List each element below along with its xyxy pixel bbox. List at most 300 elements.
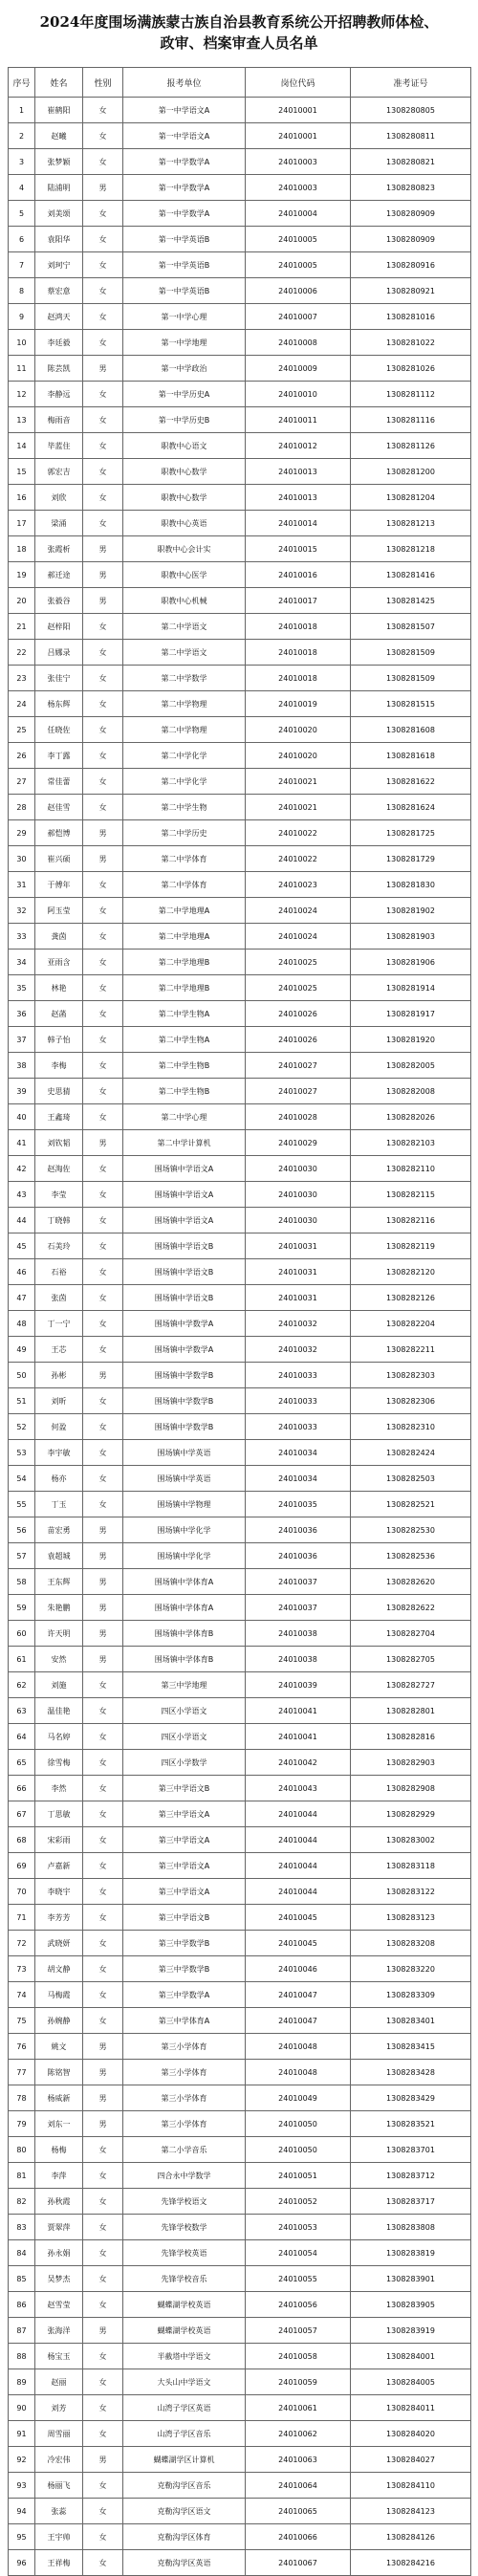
cell-name: 王宇帅: [35, 2524, 83, 2550]
cell-name: 武晓妍: [35, 1931, 83, 1956]
cell-gender: 女: [83, 98, 123, 123]
cell-exam-number: 1308282503: [351, 1466, 471, 1492]
cell-index: 47: [9, 1285, 35, 1311]
cell-name: 贾翠萍: [35, 2215, 83, 2240]
cell-position-code: 24010061: [246, 2395, 351, 2421]
cell-index: 92: [9, 2447, 35, 2473]
cell-exam-number: 1308281509: [351, 640, 471, 666]
cell-gender: 女: [83, 1879, 123, 1905]
cell-exam-number: 1308280811: [351, 123, 471, 149]
cell-position-code: 24010035: [246, 1492, 351, 1517]
table-row: [9, 1595, 471, 1621]
cell-exam-number: 1308282908: [351, 1776, 471, 1801]
cell-index: 62: [9, 1672, 35, 1698]
cell-gender: 男: [83, 175, 123, 201]
cell-unit: 克勒沟学区音乐: [123, 2473, 246, 2499]
cell-gender: 女: [83, 382, 123, 407]
cell-name: 李丁露: [35, 743, 83, 769]
cell-gender: 女: [83, 1672, 123, 1698]
cell-position-code: 24010048: [246, 2060, 351, 2085]
cell-position-code: 24010058: [246, 2344, 351, 2369]
cell-name: 龚茵: [35, 924, 83, 950]
cell-exam-number: 1308282705: [351, 1647, 471, 1672]
cell-name: 袁超城: [35, 1543, 83, 1569]
cell-gender: 女: [83, 1698, 123, 1724]
cell-index: 25: [9, 717, 35, 743]
cell-exam-number: 1308283002: [351, 1827, 471, 1853]
cell-position-code: 24010021: [246, 769, 351, 795]
cell-unit: 第三中学语文A: [123, 1853, 246, 1879]
cell-exam-number: 1308282424: [351, 1440, 471, 1466]
cell-unit: 围场镇中学化学: [123, 1517, 246, 1543]
cell-gender: 女: [83, 485, 123, 511]
cell-exam-number: 1308284216: [351, 2550, 471, 2576]
cell-unit: 围场镇中学语文A: [123, 1182, 246, 1208]
cell-unit: 第二中学语文: [123, 640, 246, 666]
table-row: [9, 1517, 471, 1543]
cell-unit: 第二中学物理: [123, 717, 246, 743]
cell-index: 51: [9, 1388, 35, 1414]
cell-gender: 男: [83, 2034, 123, 2060]
cell-unit: 第二小学音乐: [123, 2137, 246, 2163]
cell-gender: 男: [83, 2447, 123, 2473]
cell-index: 77: [9, 2060, 35, 2085]
cell-exam-number: 1308282008: [351, 1079, 471, 1104]
cell-index: 83: [9, 2215, 35, 2240]
cell-name: 杨丽飞: [35, 2473, 83, 2499]
cell-name: 许天明: [35, 1621, 83, 1647]
cell-unit: 克勒沟学区语文: [123, 2499, 246, 2524]
cell-name: 胡文静: [35, 1956, 83, 1982]
cell-unit: 克勒沟学区英语: [123, 2550, 246, 2576]
cell-name: 赵淘佐: [35, 1156, 83, 1182]
cell-name: 陆浦明: [35, 175, 83, 201]
cell-index: 3: [9, 149, 35, 175]
cell-unit: 第三中学语文B: [123, 1776, 246, 1801]
cell-gender: 女: [83, 201, 123, 227]
cell-name: 王芯: [35, 1337, 83, 1363]
table-row: [9, 304, 471, 330]
table-row: [9, 795, 471, 820]
cell-exam-number: 1308283901: [351, 2266, 471, 2292]
cell-gender: 女: [83, 123, 123, 149]
cell-index: 28: [9, 795, 35, 820]
cell-exam-number: 1308283819: [351, 2240, 471, 2266]
cell-name: 李廷毅: [35, 330, 83, 356]
table-row: [9, 1672, 471, 1698]
cell-name: 刘钦韬: [35, 1130, 83, 1156]
cell-unit: 第一中学数学A: [123, 149, 246, 175]
cell-exam-number: 1308282310: [351, 1414, 471, 1440]
cell-index: 64: [9, 1724, 35, 1750]
cell-exam-number: 1308283208: [351, 1931, 471, 1956]
cell-position-code: 24010037: [246, 1595, 351, 1621]
header-row: [9, 68, 471, 98]
cell-index: 29: [9, 820, 35, 846]
cell-gender: 女: [83, 1750, 123, 1776]
cell-index: 71: [9, 1905, 35, 1931]
cell-index: 26: [9, 743, 35, 769]
cell-gender: 女: [83, 1905, 123, 1931]
cell-index: 33: [9, 924, 35, 950]
header-index: 序号: [9, 68, 35, 98]
cell-exam-number: 1308281204: [351, 485, 471, 511]
cell-exam-number: 1308284027: [351, 2447, 471, 2473]
cell-gender: 女: [83, 640, 123, 666]
cell-name: 李莹: [35, 1182, 83, 1208]
cell-index: 7: [9, 252, 35, 278]
cell-gender: 女: [83, 717, 123, 743]
cell-exam-number: 1308283808: [351, 2215, 471, 2240]
cell-position-code: 24010013: [246, 459, 351, 485]
cell-position-code: 24010026: [246, 1027, 351, 1053]
cell-index: 1: [9, 98, 35, 123]
table-row: [9, 2085, 471, 2111]
table-row: [9, 1363, 471, 1388]
cell-index: 34: [9, 950, 35, 975]
cell-exam-number: 1308282816: [351, 1724, 471, 1750]
cell-name: 赵鸿天: [35, 304, 83, 330]
table-row: [9, 1001, 471, 1027]
cell-name: 杨宝玉: [35, 2344, 83, 2369]
cell-position-code: 24010036: [246, 1543, 351, 1569]
cell-exam-number: 1308280921: [351, 278, 471, 304]
cell-index: 4: [9, 175, 35, 201]
cell-gender: 女: [83, 1079, 123, 1104]
cell-name: 刘欣: [35, 485, 83, 511]
cell-exam-number: 1308281725: [351, 820, 471, 846]
cell-name: 卢嘉新: [35, 1853, 83, 1879]
cell-position-code: 24010032: [246, 1337, 351, 1363]
cell-exam-number: 1308281126: [351, 433, 471, 459]
cell-index: 13: [9, 407, 35, 433]
cell-exam-number: 1308282103: [351, 1130, 471, 1156]
cell-gender: 女: [83, 1827, 123, 1853]
cell-position-code: 24010011: [246, 407, 351, 433]
cell-index: 63: [9, 1698, 35, 1724]
cell-name: 林艳: [35, 975, 83, 1001]
cell-unit: 第三中学数学B: [123, 1931, 246, 1956]
cell-gender: 女: [83, 511, 123, 536]
table-row: [9, 2499, 471, 2524]
cell-position-code: 24010043: [246, 1776, 351, 1801]
cell-index: 38: [9, 1053, 35, 1079]
cell-gender: 男: [83, 588, 123, 614]
cell-unit: 围场镇中学英语: [123, 1466, 246, 1492]
cell-gender: 女: [83, 2240, 123, 2266]
cell-index: 44: [9, 1208, 35, 1233]
cell-index: 72: [9, 1931, 35, 1956]
cell-name: 刘昕: [35, 1388, 83, 1414]
cell-index: 48: [9, 1311, 35, 1337]
cell-exam-number: 1308282211: [351, 1337, 471, 1363]
cell-name: 毕蓝住: [35, 433, 83, 459]
cell-unit: 第三中学语文B: [123, 1905, 246, 1931]
cell-index: 85: [9, 2266, 35, 2292]
cell-position-code: 24010044: [246, 1827, 351, 1853]
table-row: [9, 1905, 471, 1931]
table-row: [9, 1130, 471, 1156]
cell-name: 王祥梅: [35, 2550, 83, 2576]
cell-gender: 女: [83, 1208, 123, 1233]
cell-index: 15: [9, 459, 35, 485]
header-unit: 报考单位: [123, 68, 246, 98]
cell-index: 73: [9, 1956, 35, 1982]
cell-exam-number: 1308280909: [351, 201, 471, 227]
cell-gender: 女: [83, 1492, 123, 1517]
cell-index: 17: [9, 511, 35, 536]
cell-exam-number: 1308282620: [351, 1569, 471, 1595]
cell-unit: 第二中学生物B: [123, 1053, 246, 1079]
table-row: [9, 820, 471, 846]
cell-index: 67: [9, 1801, 35, 1827]
cell-exam-number: 1308281906: [351, 950, 471, 975]
cell-position-code: 24010045: [246, 1931, 351, 1956]
cell-position-code: 24010059: [246, 2369, 351, 2395]
cell-position-code: 24010008: [246, 330, 351, 356]
cell-gender: 女: [83, 433, 123, 459]
cell-gender: 女: [83, 2292, 123, 2318]
cell-index: 37: [9, 1027, 35, 1053]
cell-gender: 女: [83, 1259, 123, 1285]
cell-unit: 第二中学心理: [123, 1104, 246, 1130]
cell-position-code: 24010014: [246, 511, 351, 536]
cell-exam-number: 1308283220: [351, 1956, 471, 1982]
cell-position-code: 24010018: [246, 666, 351, 691]
cell-position-code: 24010048: [246, 2034, 351, 2060]
cell-position-code: 24010050: [246, 2111, 351, 2137]
cell-gender: 女: [83, 950, 123, 975]
cell-name: 温佳艳: [35, 1698, 83, 1724]
cell-position-code: 24010026: [246, 1001, 351, 1027]
cell-position-code: 24010010: [246, 382, 351, 407]
cell-position-code: 24010046: [246, 1956, 351, 1982]
table-row: [9, 149, 471, 175]
table-row: [9, 2447, 471, 2473]
cell-gender: 女: [83, 1337, 123, 1363]
cell-gender: 女: [83, 2189, 123, 2215]
cell-unit: 第二中学地理B: [123, 950, 246, 975]
cell-name: 刘美颂: [35, 201, 83, 227]
cell-index: 24: [9, 691, 35, 717]
cell-exam-number: 1308281425: [351, 588, 471, 614]
table-row: [9, 1724, 471, 1750]
cell-unit: 第二中学语文: [123, 614, 246, 640]
table-row: [9, 536, 471, 562]
cell-index: 9: [9, 304, 35, 330]
cell-position-code: 24010033: [246, 1363, 351, 1388]
cell-unit: 围场镇中学数学B: [123, 1388, 246, 1414]
cell-unit: 第三小学体育: [123, 2085, 246, 2111]
cell-exam-number: 1308283118: [351, 1853, 471, 1879]
cell-gender: 女: [83, 227, 123, 252]
table-row: [9, 2060, 471, 2085]
cell-exam-number: 1308282110: [351, 1156, 471, 1182]
cell-unit: 蝴蝶湖学区计算机: [123, 2447, 246, 2473]
cell-name: 崔鹤阳: [35, 98, 83, 123]
cell-gender: 男: [83, 562, 123, 588]
cell-unit: 第三中学语文A: [123, 1827, 246, 1853]
cell-unit: 第三小学体育: [123, 2034, 246, 2060]
cell-index: 79: [9, 2111, 35, 2137]
cell-gender: 女: [83, 252, 123, 278]
table-row: [9, 691, 471, 717]
cell-name: 李梅: [35, 1053, 83, 1079]
cell-gender: 女: [83, 1311, 123, 1337]
cell-index: 75: [9, 2008, 35, 2034]
cell-exam-number: 1308280916: [351, 252, 471, 278]
cell-name: 史思猜: [35, 1079, 83, 1104]
cell-gender: 男: [83, 2318, 123, 2344]
cell-position-code: 24010024: [246, 898, 351, 924]
cell-index: 20: [9, 588, 35, 614]
cell-position-code: 24010018: [246, 640, 351, 666]
cell-gender: 女: [83, 2008, 123, 2034]
cell-position-code: 24010020: [246, 743, 351, 769]
table-row: [9, 1982, 471, 2008]
table-row: [9, 1750, 471, 1776]
cell-gender: 女: [83, 2369, 123, 2395]
cell-gender: 女: [83, 743, 123, 769]
table-row: [9, 330, 471, 356]
cell-index: 31: [9, 872, 35, 898]
header-name: 姓名: [35, 68, 83, 98]
cell-unit: 四区小学语文: [123, 1724, 246, 1750]
cell-exam-number: 1308283123: [351, 1905, 471, 1931]
cell-unit: 第一中学英语B: [123, 227, 246, 252]
cell-position-code: 24010034: [246, 1440, 351, 1466]
table-row: [9, 1182, 471, 1208]
cell-unit: 第二中学数学: [123, 666, 246, 691]
cell-unit: 第三中学语文A: [123, 1879, 246, 1905]
cell-index: 8: [9, 278, 35, 304]
table-row: [9, 1414, 471, 1440]
cell-name: 石裕: [35, 1259, 83, 1285]
cell-unit: 蝴蝶湖学校英语: [123, 2292, 246, 2318]
cell-index: 41: [9, 1130, 35, 1156]
cell-position-code: 24010044: [246, 1879, 351, 1905]
cell-exam-number: 1308282204: [351, 1311, 471, 1337]
table-body: [9, 98, 471, 2576]
table-row: [9, 459, 471, 485]
cell-name: 孙永娟: [35, 2240, 83, 2266]
cell-name: 张霞析: [35, 536, 83, 562]
cell-unit: 第二中学生物A: [123, 1001, 246, 1027]
table-row: [9, 1931, 471, 1956]
cell-position-code: 24010017: [246, 588, 351, 614]
table-row: [9, 2550, 471, 2576]
table-row: [9, 1027, 471, 1053]
cell-gender: 女: [83, 2499, 123, 2524]
table-row: [9, 1156, 471, 1182]
table-header: [9, 68, 471, 98]
cell-exam-number: 1308282704: [351, 1621, 471, 1647]
cell-gender: 女: [83, 2266, 123, 2292]
cell-position-code: 24010038: [246, 1621, 351, 1647]
table-row: [9, 588, 471, 614]
cell-gender: 女: [83, 1285, 123, 1311]
cell-position-code: 24010025: [246, 975, 351, 1001]
cell-position-code: 24010018: [246, 614, 351, 640]
cell-exam-number: 1308281416: [351, 562, 471, 588]
cell-name: 李晓宇: [35, 1879, 83, 1905]
cell-index: 39: [9, 1079, 35, 1104]
cell-exam-number: 1308282727: [351, 1672, 471, 1698]
cell-gender: 女: [83, 278, 123, 304]
table-row: [9, 2395, 471, 2421]
table-row: [9, 1053, 471, 1079]
table-row: [9, 252, 471, 278]
table-row: [9, 2008, 471, 2034]
cell-unit: 第三小学体育: [123, 2111, 246, 2137]
cell-gender: 女: [83, 2344, 123, 2369]
cell-exam-number: 1308282530: [351, 1517, 471, 1543]
cell-index: 88: [9, 2344, 35, 2369]
cell-exam-number: 1308284123: [351, 2499, 471, 2524]
table-row: [9, 1311, 471, 1337]
cell-index: 18: [9, 536, 35, 562]
cell-unit: 第一中学语文A: [123, 98, 246, 123]
cell-position-code: 24010030: [246, 1182, 351, 1208]
cell-exam-number: 1308282536: [351, 1543, 471, 1569]
cell-gender: 男: [83, 2085, 123, 2111]
cell-exam-number: 1308284110: [351, 2473, 471, 2499]
cell-unit: 蝴蝶湖学校英语: [123, 2318, 246, 2344]
cell-gender: 男: [83, 1543, 123, 1569]
cell-position-code: 24010038: [246, 1647, 351, 1672]
cell-unit: 先锋学校语文: [123, 2189, 246, 2215]
cell-unit: 职教中心语文: [123, 433, 246, 459]
cell-name: 赵梓阳: [35, 614, 83, 640]
cell-gender: 女: [83, 1466, 123, 1492]
cell-name: 梅雨音: [35, 407, 83, 433]
cell-name: 张海洋: [35, 2318, 83, 2344]
cell-gender: 女: [83, 1001, 123, 1027]
cell-gender: 女: [83, 304, 123, 330]
cell-exam-number: 1308281507: [351, 614, 471, 640]
cell-unit: 第一中学历史B: [123, 407, 246, 433]
cell-unit: 第一中学英语B: [123, 252, 246, 278]
cell-name: 赵菡: [35, 1001, 83, 1027]
cell-position-code: 24010007: [246, 304, 351, 330]
cell-name: 李芳芳: [35, 1905, 83, 1931]
cell-gender: 男: [83, 1130, 123, 1156]
cell-index: 68: [9, 1827, 35, 1853]
table-row: [9, 227, 471, 252]
cell-position-code: 24010005: [246, 252, 351, 278]
cell-unit: 第二中学体育: [123, 846, 246, 872]
cell-exam-number: 1308281022: [351, 330, 471, 356]
cell-exam-number: 1308281608: [351, 717, 471, 743]
cell-gender: 男: [83, 536, 123, 562]
cell-index: 45: [9, 1233, 35, 1259]
cell-unit: 第一中学数学A: [123, 175, 246, 201]
cell-position-code: 24010055: [246, 2266, 351, 2292]
cell-name: 刘芳: [35, 2395, 83, 2421]
cell-position-code: 24010049: [246, 2085, 351, 2111]
table-row: [9, 382, 471, 407]
cell-position-code: 24010031: [246, 1233, 351, 1259]
cell-position-code: 24010033: [246, 1388, 351, 1414]
cell-index: 66: [9, 1776, 35, 1801]
cell-unit: 第二中学生物B: [123, 1079, 246, 1104]
cell-index: 2: [9, 123, 35, 149]
cell-exam-number: 1308283415: [351, 2034, 471, 2060]
cell-name: 常佳蕾: [35, 769, 83, 795]
cell-gender: 女: [83, 795, 123, 820]
cell-exam-number: 1308281509: [351, 666, 471, 691]
cell-name: 任晓佐: [35, 717, 83, 743]
